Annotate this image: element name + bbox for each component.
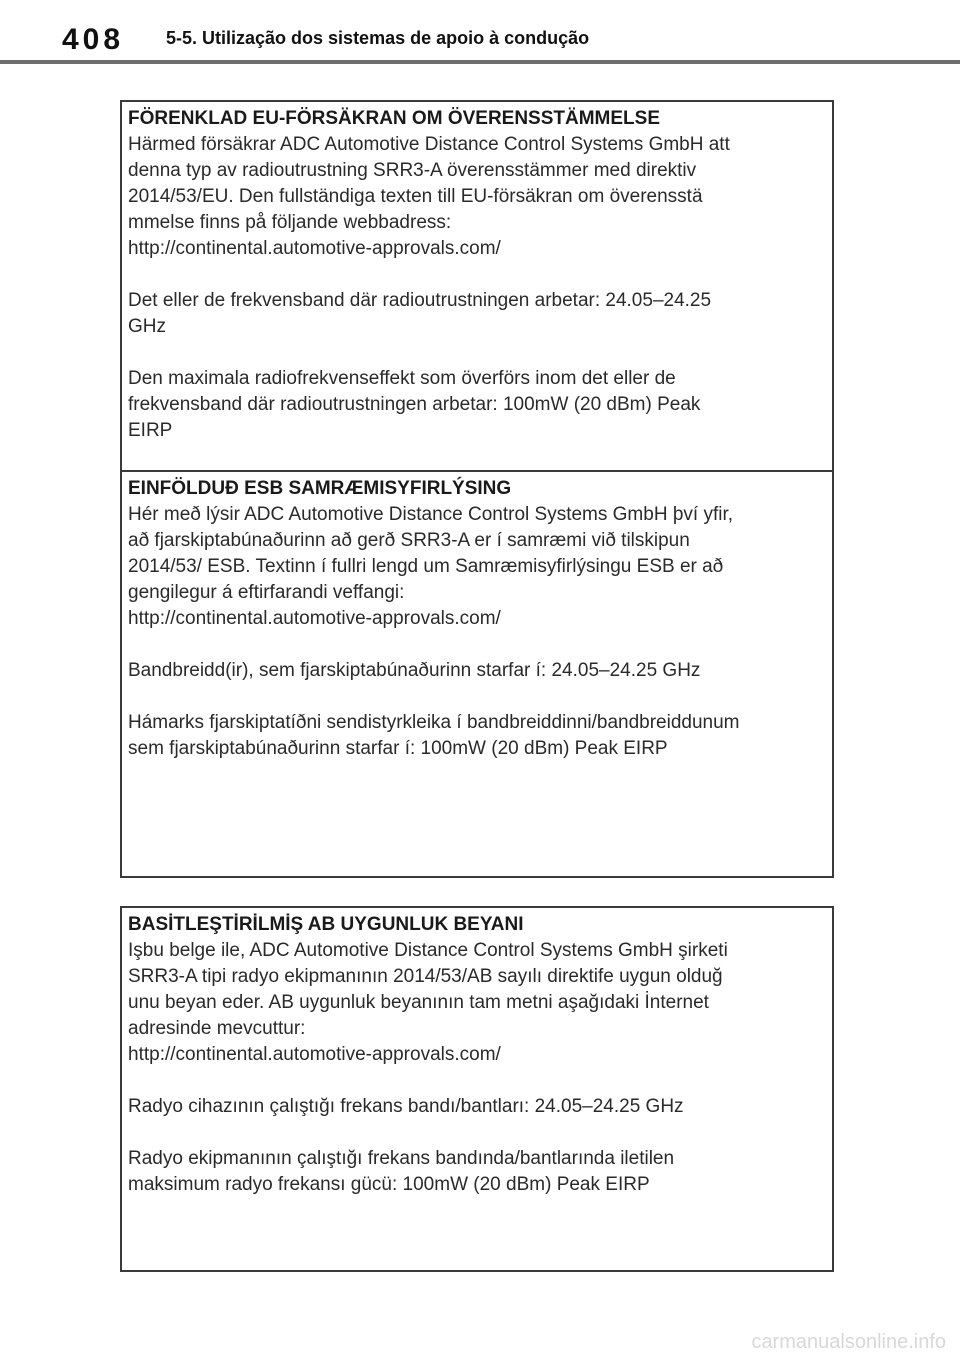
text-line: Radyo ekipmanının çalıştığı frekans bandında/bantlarında iletilen [128,1148,675,1169]
text-line: unu beyan eder. AB uygunluk beyanının tam metni aşağıdaki İnternet [128,992,709,1013]
declaration-heading-turkish: BASİTLEŞTİRİLMİŞ AB UYGUNLUK BEYANI [128,914,524,935]
text-line: EIRP [128,420,173,441]
text-line: Den maximala radiofrekvenseffekt som överförs inom det eller de [128,368,676,389]
text-line: denna typ av radioutrustning SRR3-A överensstämmer med direktiv [128,160,697,181]
section-divider [122,470,832,472]
max-power-paragraph [128,366,828,444]
watermark-text: carmanualsonline.info [751,1331,946,1353]
text-line: maksimum radyo frekansı gücü: 100mW (20 dBm) Peak EIRP [128,1174,650,1195]
text-line: 2014/53/ ESB. Textinn í fullri lengd um Samræmisyfirlýsingu ESB er að [128,556,724,577]
text-line: að fjarskiptabúnaðurinn að gerð SRR3-A er í samræmi við tilskipun [128,530,690,551]
text-line: gengilegur á eftirfarandi veffangi: [128,582,405,603]
text-line: Bandbreidd(ir), sem fjarskiptabúnaðurinn starfar í: 24.05–24.25 GHz [128,660,701,681]
approvals-url: http://continental.automotive-approvals.com/ [128,238,501,259]
text-line: Hámarks fjarskiptatíðni sendistyrkleika í bandbreiddinni/bandbreiddunum [128,712,740,733]
frequency-band-paragraph [128,288,828,340]
text-line: adresinde mevcuttur: [128,1018,306,1039]
text-line: GHz [128,316,166,337]
declaration-paragraph [128,502,828,632]
text-line: Det eller de frekvensband där radioutrustningen arbetar: 24.05–24.25 [128,290,712,311]
declaration-heading-swedish: FÖRENKLAD EU-FÖRSÄKRAN OM ÖVERENSSTÄMMELSE [128,108,661,129]
max-power-paragraph [128,1146,828,1198]
header-rule [0,60,960,64]
declaration-box-2 [120,906,834,1272]
declaration-paragraph [128,938,828,1068]
approvals-url: http://continental.automotive-approvals.com/ [128,1044,501,1065]
text-line: Härmed försäkrar ADC Automotive Distance Control Systems GmbH att [128,134,730,155]
declaration-swedish [128,106,828,444]
text-line: Radyo cihazının çalıştığı frekans bandı/bantları: 24.05–24.25 GHz [128,1096,684,1117]
frequency-band-paragraph [128,658,828,684]
text-line: SRR3-A tipi radyo ekipmanının 2014/53/AB sayılı direktife uygun olduğ [128,966,723,987]
text-line: mmelse finns på följande webbadress: [128,212,452,233]
declaration-turkish [128,912,828,1198]
declaration-heading-icelandic: EINFÖLDUÐ ESB SAMRÆMISYFIRLÝSING [128,478,512,499]
text-line: Işbu belge ile, ADC Automotive Distance Control Systems GmbH şirketi [128,940,728,961]
declaration-icelandic [128,476,828,762]
declaration-box-1 [120,100,834,878]
approvals-url: http://continental.automotive-approvals.com/ [128,608,501,629]
page-number: 408 [62,23,125,56]
text-line: 2014/53/EU. Den fullständiga texten till EU-försäkran om överensstä [128,186,703,207]
text-line: sem fjarskiptabúnaðurinn starfar í: 100mW (20 dBm) Peak EIRP [128,738,668,759]
section-title: 5-5. Utilização dos sistemas de apoio à condução [166,28,590,48]
max-power-paragraph [128,710,828,762]
frequency-band-paragraph [128,1094,828,1120]
page-header [0,0,960,66]
declaration-paragraph [128,132,828,262]
text-line: frekvensband där radioutrustningen arbetar: 100mW (20 dBm) Peak [128,394,701,415]
text-line: Hér með lýsir ADC Automotive Distance Control Systems GmbH því yfir, [128,504,734,525]
